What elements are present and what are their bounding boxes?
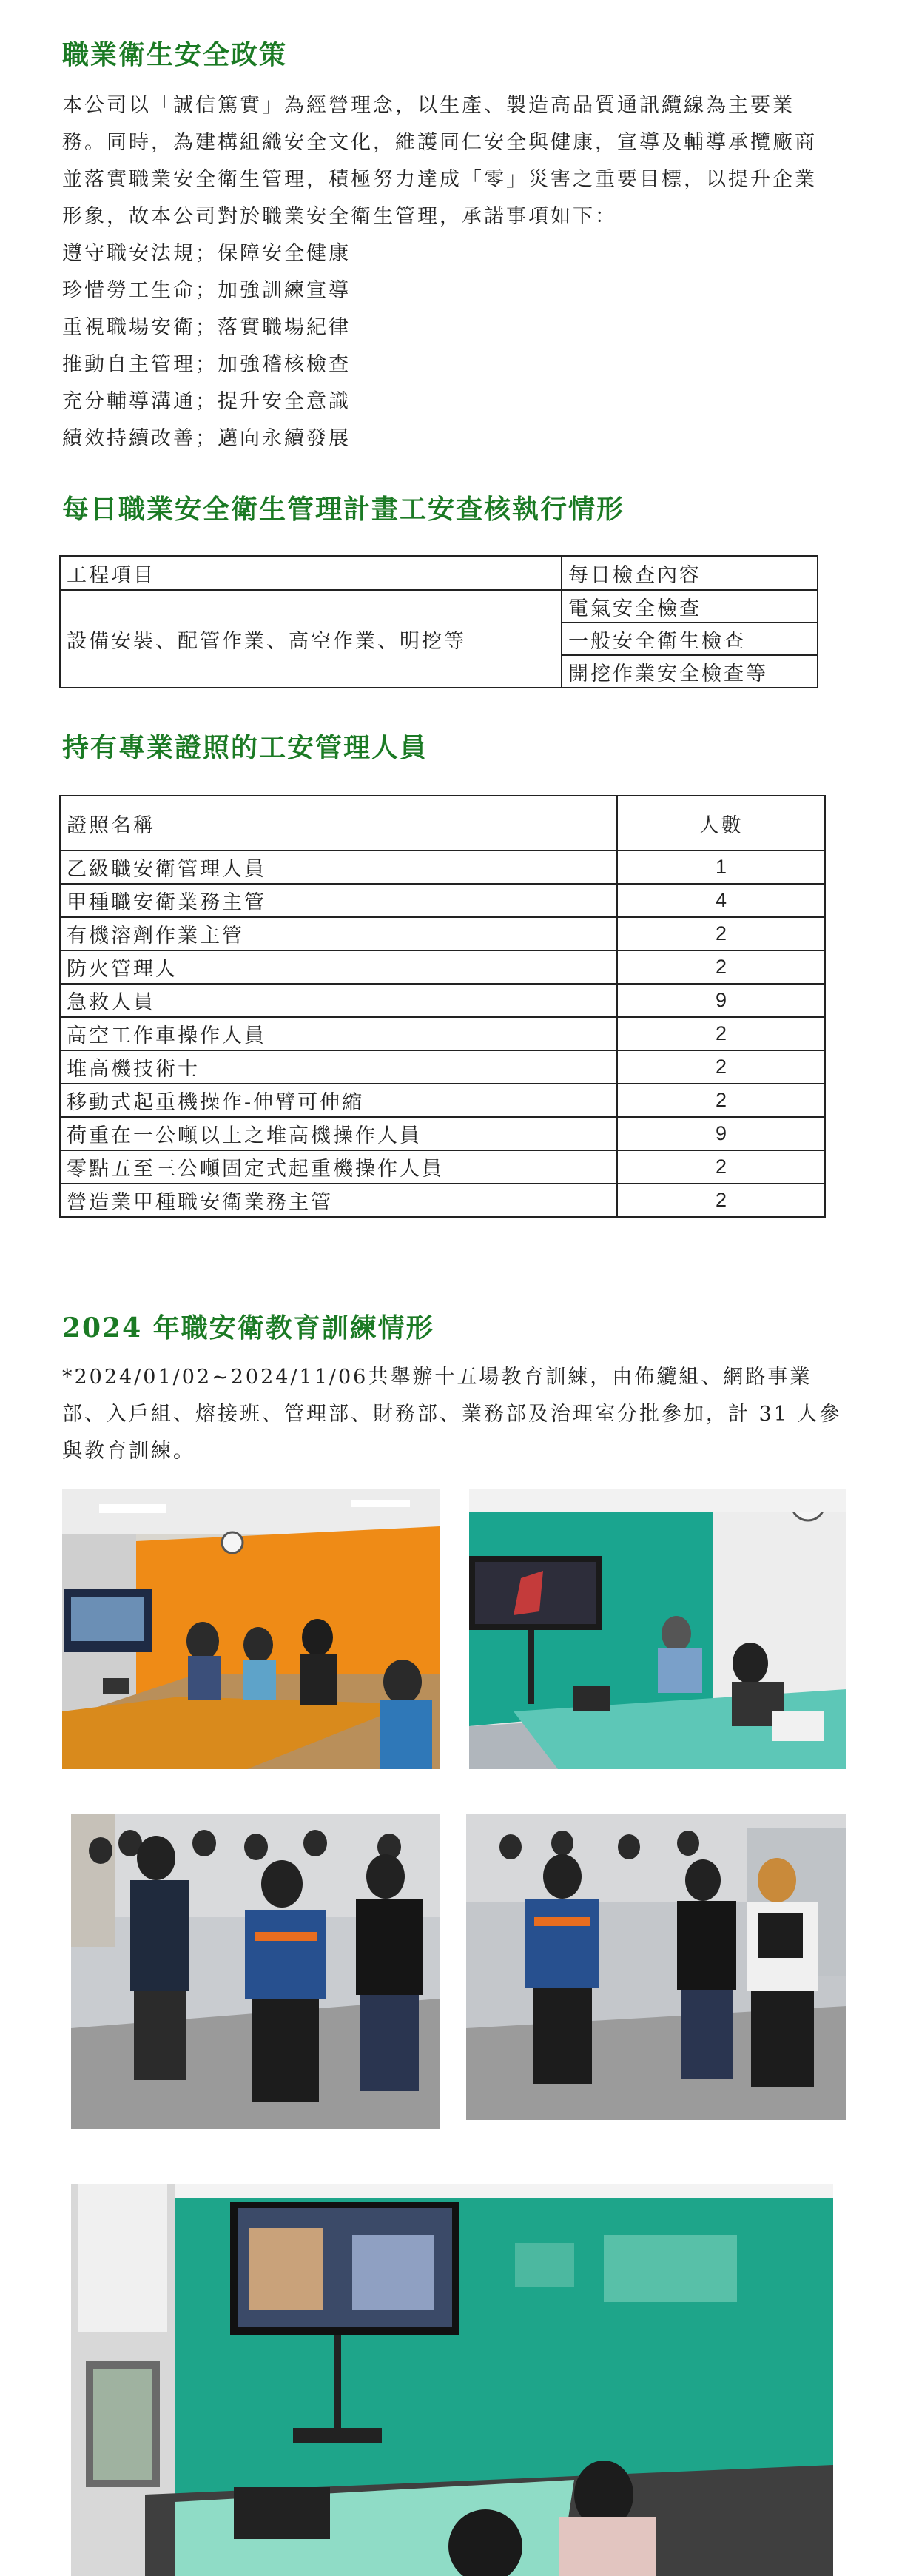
certs-col-count: 人數 <box>617 796 825 851</box>
daily-check: 一般安全衛生檢查 <box>562 623 818 655</box>
cert-name: 移動式起重機操作-伸臂可伸縮 <box>60 1084 617 1117</box>
cert-count: 9 <box>617 984 825 1017</box>
daily-item: 設備安裝、配管作業、高空作業、明挖等 <box>60 590 562 688</box>
policy-item: 推動自主管理；加強稽核檢查 <box>62 353 351 376</box>
cert-name: 急救人員 <box>60 984 617 1017</box>
cert-name: 零點五至三公噸固定式起重機操作人員 <box>60 1150 617 1184</box>
policy-item: 充分輔導溝通；提升安全意識 <box>62 390 351 413</box>
cert-name: 荷重在一公噸以上之堆高機操作人員 <box>60 1117 617 1150</box>
cert-count: 2 <box>617 1184 825 1217</box>
training-photo-teal-room <box>469 1489 846 1769</box>
training-text: *2024/01/02~2024/11/06共舉辦十五場教育訓練，由佈纜組、網路事業部、入戶組、熔接班、管理部、財務部、業務部及治理室分批參加，計 31 人參與教育訓練。 <box>62 1366 842 1463</box>
cert-count: 4 <box>617 884 825 917</box>
training-photo-orange-room <box>62 1489 440 1769</box>
cert-name: 防火管理人 <box>60 950 617 984</box>
certs-table <box>59 795 826 1218</box>
cert-count: 2 <box>617 1017 825 1050</box>
certs-title: 持有專業證照的工安管理人員 <box>62 732 428 763</box>
certs-col-name: 證照名稱 <box>60 796 617 851</box>
daily-col-check: 每日檢查內容 <box>562 556 818 590</box>
cert-count: 2 <box>617 917 825 950</box>
cert-name: 堆高機技術士 <box>60 1050 617 1084</box>
cert-name: 甲種職安衛業務主管 <box>60 884 617 917</box>
daily-table <box>59 555 818 688</box>
cert-name: 乙級職安衛管理人員 <box>60 851 617 884</box>
cert-name: 營造業甲種職安衛業務主管 <box>60 1184 617 1217</box>
policy-item: 績效持續改善；邁向永續發展 <box>62 427 351 450</box>
daily-title: 每日職業安全衛生管理計畫工安查核執行情形 <box>62 494 625 525</box>
cert-count: 2 <box>617 1150 825 1184</box>
daily-check: 開挖作業安全檢查等 <box>562 655 818 688</box>
policy-intro: 本公司以「誠信篤實」為經營理念，以生產、製造高品質通訊纜線為主要業務。同時，為建構組織安全文化，維護同仁安全與健康，宣導及輔導承攬廠商並落實職業安全衛生管理，積極努力達成「零」災害之重要目標，以提升企業形象，故本公司對於職業安全衛生管理，承諾事項如下： <box>62 94 817 228</box>
training-photo-group-seated-2 <box>466 1814 846 2120</box>
cert-name: 高空工作車操作人員 <box>60 1017 617 1050</box>
training-photo-meeting-tv <box>71 2184 833 2576</box>
policy-body <box>62 87 832 457</box>
cert-count: 2 <box>617 1084 825 1117</box>
daily-col-project: 工程項目 <box>60 556 562 590</box>
daily-check: 電氣安全檢查 <box>562 590 818 623</box>
cert-count: 2 <box>617 1050 825 1084</box>
policy-item: 重視職場安衛；落實職場紀律 <box>62 316 351 339</box>
training-title: 2024 年職安衛教育訓練情形 <box>62 1312 434 1344</box>
cert-count: 1 <box>617 851 825 884</box>
policy-title: 職業衛生安全政策 <box>62 39 288 70</box>
cert-count: 2 <box>617 950 825 984</box>
policy-item: 珍惜勞工生命；加強訓練宣導 <box>62 279 351 302</box>
training-photo-group-seated-1 <box>71 1814 440 2129</box>
policy-item: 遵守職安法規；保障安全健康 <box>62 242 351 265</box>
cert-count: 9 <box>617 1117 825 1150</box>
cert-name: 有機溶劑作業主管 <box>60 917 617 950</box>
